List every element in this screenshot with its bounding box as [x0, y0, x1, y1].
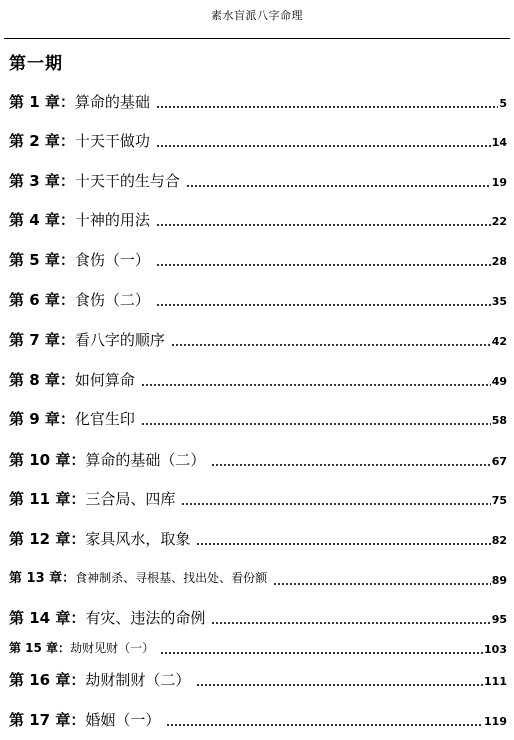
chapter-title: 食神制杀、寻根基、找出处、看份额: [75, 571, 268, 585]
dot-leader: [156, 264, 491, 266]
toc-label: [9, 608, 205, 628]
chapter-title: 十神的用法: [74, 211, 150, 229]
toc-entry[interactable]: [9, 407, 507, 429]
toc-label: [9, 370, 135, 390]
chapter-number: 第 1 章：: [9, 93, 75, 111]
chapter-title: 食伤（二）: [74, 291, 150, 309]
chapter-title: 十天干做功: [74, 132, 150, 150]
chapter-title: 有灾、违法的命例: [85, 609, 206, 627]
toc-entry[interactable]: [9, 169, 507, 191]
page-number: 119: [484, 715, 507, 728]
chapter-title: 如何算命: [74, 371, 135, 389]
page-number: 14: [491, 136, 507, 149]
toc-entry[interactable]: [9, 288, 507, 310]
chapter-title: 食伤（一）: [74, 251, 150, 269]
part-title: 第一期: [9, 54, 63, 74]
toc-label: [9, 290, 150, 310]
page-number: 89: [491, 574, 507, 587]
chapter-title: 算命的基础（二）: [85, 451, 206, 469]
toc-label: [9, 171, 180, 191]
toc-label: [9, 210, 150, 230]
chapter-number: 第 4 章：: [9, 211, 75, 229]
chapter-number: 第 5 章：: [9, 251, 75, 269]
toc-entry[interactable]: [9, 487, 507, 509]
toc-entry[interactable]: [9, 567, 507, 589]
toc-label: [9, 529, 190, 549]
toc-entry[interactable]: [9, 708, 507, 730]
dot-leader: [181, 503, 490, 505]
page-number: 5: [499, 97, 507, 110]
dot-leader: [186, 185, 491, 187]
page-number: 28: [491, 255, 507, 268]
page-number: 67: [491, 455, 507, 468]
dot-leader: [166, 724, 483, 726]
dot-leader: [141, 384, 491, 386]
chapter-title: 劫财见财（一）: [70, 641, 155, 655]
chapter-number: 第 8 章：: [9, 371, 75, 389]
dot-leader: [156, 224, 491, 226]
toc-label: [9, 250, 150, 270]
toc-entry[interactable]: [9, 328, 507, 350]
dot-leader: [171, 344, 491, 346]
chapter-number: 第 7 章：: [9, 331, 75, 349]
page-number: 35: [491, 295, 507, 308]
toc-label: [9, 670, 190, 690]
chapter-number: 第 11 章：: [9, 490, 86, 508]
chapter-title: 算命的基础: [74, 93, 150, 111]
chapter-number: 第 15 章：: [9, 641, 71, 655]
toc-entry[interactable]: [9, 208, 507, 230]
toc-entry[interactable]: [9, 248, 507, 270]
dot-leader: [196, 684, 483, 686]
toc-entry[interactable]: [9, 129, 507, 151]
toc-label: [9, 489, 175, 509]
dot-leader: [156, 106, 498, 108]
chapter-title: 三合局、四库: [85, 490, 176, 508]
toc-entry[interactable]: [9, 90, 507, 112]
dot-leader: [211, 622, 490, 624]
page-header: 素水盲派八字命理: [211, 9, 303, 22]
toc-entry[interactable]: [9, 606, 507, 628]
toc-label: [9, 710, 160, 730]
chapter-number: 第 2 章：: [9, 132, 75, 150]
page-number: 82: [491, 534, 507, 547]
toc-label: [9, 568, 267, 589]
chapter-number: 第 3 章：: [9, 172, 75, 190]
toc-label: [9, 92, 150, 112]
chapter-number: 第 16 章：: [9, 671, 86, 689]
chapter-number: 第 10 章：: [9, 451, 86, 469]
chapter-title: 家具风水，取象: [85, 530, 191, 548]
chapter-number: 第 13 章：: [9, 571, 76, 586]
toc-entry[interactable]: [9, 527, 507, 549]
page-number: 58: [491, 414, 507, 427]
chapter-title: 看八字的顺序: [74, 331, 165, 349]
page-number: 19: [491, 176, 507, 189]
dot-leader: [156, 304, 491, 306]
chapter-title: 化官生印: [74, 410, 135, 428]
chapter-number: 第 6 章：: [9, 291, 75, 309]
toc-label: [9, 409, 135, 429]
page-number: 75: [491, 494, 507, 507]
toc-entry[interactable]: [9, 636, 507, 658]
chapter-title: 十天干的生与合: [74, 172, 180, 190]
chapter-number: 第 14 章：: [9, 609, 86, 627]
toc-label: [9, 330, 165, 350]
chapter-number: 第 17 章：: [9, 711, 86, 729]
toc-label: [9, 638, 154, 658]
page-number: 103: [484, 643, 507, 656]
toc-entry[interactable]: [9, 368, 507, 390]
toc-entry[interactable]: [9, 668, 507, 690]
page-number: 111: [484, 675, 507, 688]
chapter-title: 劫财制财（二）: [85, 671, 191, 689]
toc-label: [9, 450, 205, 470]
chapter-title: 婚姻（一）: [85, 711, 161, 729]
page-number: 49: [491, 375, 507, 388]
dot-leader: [211, 464, 490, 466]
chapter-number: 第 9 章：: [9, 410, 75, 428]
dot-leader: [273, 583, 491, 585]
chapter-number: 第 12 章：: [9, 530, 86, 548]
dot-leader: [156, 145, 491, 147]
dot-leader: [196, 543, 490, 545]
header-rule: [4, 38, 510, 39]
page-number: 22: [491, 215, 507, 228]
page-number: 95: [491, 613, 507, 626]
toc-entry[interactable]: [9, 448, 507, 470]
dot-leader: [160, 652, 483, 654]
toc-label: [9, 131, 150, 151]
dot-leader: [141, 423, 491, 425]
page-number: 42: [491, 335, 507, 348]
